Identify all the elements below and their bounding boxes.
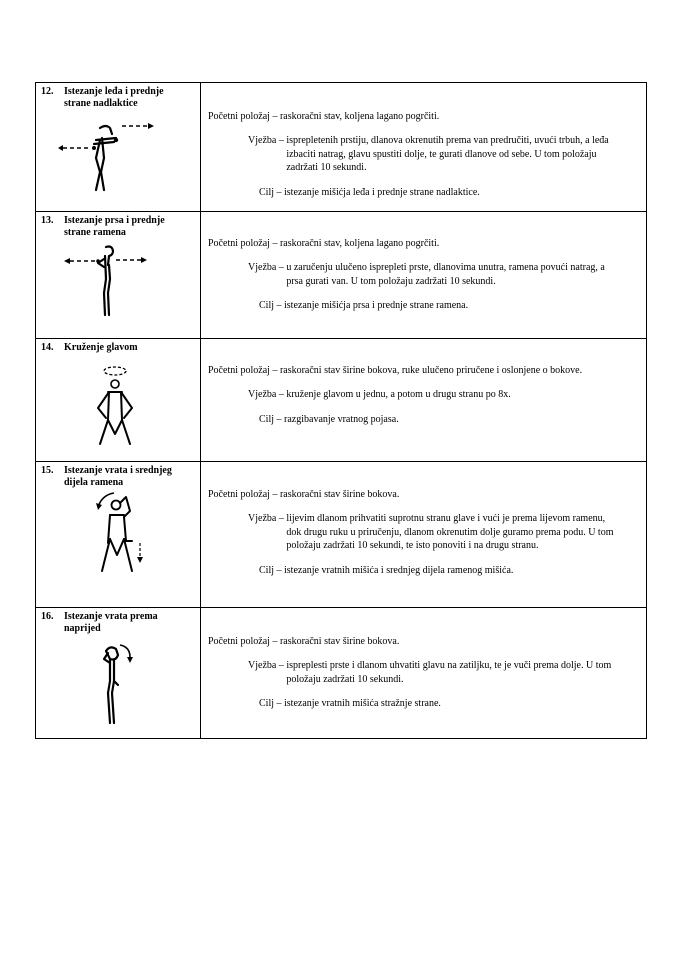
exercise-label: Vježba [248,660,277,672]
exercise-number: 13. [41,215,54,226]
exercise-goal: Cilj – istezanje vratnih mišića i srednjeg dijela ramenog mišića. [259,564,514,576]
exercise-label-cell [36,339,201,462]
exercise-instruction-label: Vježba – [248,262,287,274]
exercise-description-cell [201,83,647,212]
exercise-label: Vježba [248,135,277,147]
goal-text: istezanje mišićja leđa i prednje strane nadlaktice. [284,186,480,198]
start-text: raskoračni stav širine bokova, ruke ulučeno priručene i oslonjene o bokove. [279,365,583,376]
exercise-instruction [248,659,646,686]
start-label: Početni položaj [208,111,270,122]
goal-text: istezanje mišićja prsa i prednje strane ramena. [284,300,469,312]
exercise-instruction-label: Vježba – [248,660,287,672]
exercise-row [36,608,647,739]
exercise-title: Istezanje vrata prema naprijed [64,611,158,634]
stick-figure-back-upper-arm-stretch-icon [58,114,178,192]
exercise-text: isprepletenih prstiju, dlanova okrenutih prema van predručiti, uvući trbuh, a leđa izbaciti natrag, glavu spustiti dolje, te gurati dlanove od sebe. U tom položaju zadržati 10 sekundi. [286,135,609,174]
exercise-label: Vježba [248,513,277,525]
start-position: Početni položaj – raskoračni stav širine bokova. [208,636,400,647]
goal-label: Cilj [259,186,275,198]
exercise-text: lijevim dlanom prihvatiti suprotnu stranu glave i vući je prema lijevom ramenu, dok drugu ruku u priručenju, dlanom okrenutim dolje guramo prema podu. U tom položaju zadržati 10 sekundi, te isto ponoviti i na drugu stranu. [286,513,614,552]
exercise-title: Istezanje leđa i prednje strane nadlaktice [64,86,164,109]
stick-figure-neck-side-stretch-icon [58,491,178,573]
exercise-description-cell [201,462,647,608]
exercise-instruction-label: Vježba – [248,513,287,525]
goal-label: Cilj [259,300,275,312]
exercise-label-cell [36,212,201,339]
exercise-number: 16. [41,611,54,622]
exercise-heading [36,608,200,635]
start-text: raskoračni stav širine bokova. [279,489,400,500]
exercise-row [36,462,647,608]
start-position: Početni položaj – raskoračni stav, koljena lagano pogrčiti. [208,111,440,122]
stick-figure-chest-shoulder-stretch-icon [58,243,178,319]
exercise-text: ispreplesti prste i dlanom uhvatiti glavu na zatiljku, te je vuči prema dolje. U tom položaju zadržati 10 sekundi. [286,660,612,685]
exercise-number: 12. [41,86,54,97]
goal-label: Cilj [259,413,275,425]
goal-label: Cilj [259,564,275,576]
goal-text: istezanje vratnih mišića i srednjeg dijela ramenog mišića. [284,564,514,576]
exercise-heading [36,339,200,354]
start-text: raskoračni stav, koljena lagano pogrčiti. [279,111,440,122]
start-text: raskoračni stav širine bokova. [279,636,400,647]
start-position: Početni položaj – raskoračni stav, koljena lagano pogrčiti. [208,238,440,249]
start-position: Početni položaj – raskoračni stav širine bokova. [208,489,400,500]
exercise-table [35,82,647,739]
exercise-goal: Cilj – istezanje vratnih mišića stražnje strane. [259,698,441,710]
exercise-number: 14. [41,342,54,353]
exercise-label-cell [36,462,201,608]
stick-figure-neck-forward-stretch-icon [58,641,178,727]
exercise-instruction [248,388,646,401]
exercise-instruction-label: Vježba – [248,135,287,147]
exercise-row [36,212,647,339]
start-position: Početni položaj – raskoračni stav širine bokova, ruke ulučeno priručene i oslonjene o bokove. [208,365,583,376]
goal-text: razgibavanje vratnog pojasa. [284,413,399,425]
exercise-label-cell [36,83,201,212]
start-label: Početni položaj [208,365,270,376]
exercise-heading [36,212,200,239]
stick-figure-head-circling-icon [58,364,178,446]
exercise-goal: Cilj – razgibavanje vratnog pojasa. [259,413,399,425]
goal-text: istezanje vratnih mišića stražnje strane. [284,698,441,710]
start-label: Početni položaj [208,636,270,647]
exercise-goal: Cilj – istezanje mišićja leđa i prednje strane nadlaktice. [259,186,480,198]
start-text: raskoračni stav, koljena lagano pogrčiti. [279,238,440,249]
exercise-description-cell [201,212,647,339]
start-label: Početni položaj [208,489,270,500]
exercise-description-cell [201,339,647,462]
exercise-text: u zaručenju ulučeno isprepleti prste, dlanovima unutra, ramena povući natrag, a prsa gurati van. U tom položaju zadržati 10 sekundi. [286,262,605,287]
exercise-text: kruženje glavom u jednu, a potom u drugu stranu po 8x. [286,389,511,401]
exercise-instruction [248,134,646,174]
exercise-instruction [248,261,646,288]
exercise-row [36,339,647,462]
exercise-heading [36,462,200,489]
exercise-description-cell [201,608,647,739]
exercise-title: Kruženje glavom [64,342,138,353]
exercise-label-cell [36,608,201,739]
exercise-instruction [248,512,646,552]
exercise-label: Vježba [248,389,277,401]
exercise-number: 15. [41,465,54,476]
exercise-row [36,83,647,212]
exercise-title: Istezanje vrata i srednjeg dijela ramena [64,465,172,488]
exercise-label: Vježba [248,262,277,274]
exercise-heading [36,83,200,110]
start-label: Početni položaj [208,238,270,249]
exercise-instruction-label: Vježba – [248,389,287,401]
exercise-title: Istezanje prsa i prednje strane ramena [64,215,165,238]
goal-label: Cilj [259,698,275,710]
exercise-goal: Cilj – istezanje mišićja prsa i prednje strane ramena. [259,300,469,312]
